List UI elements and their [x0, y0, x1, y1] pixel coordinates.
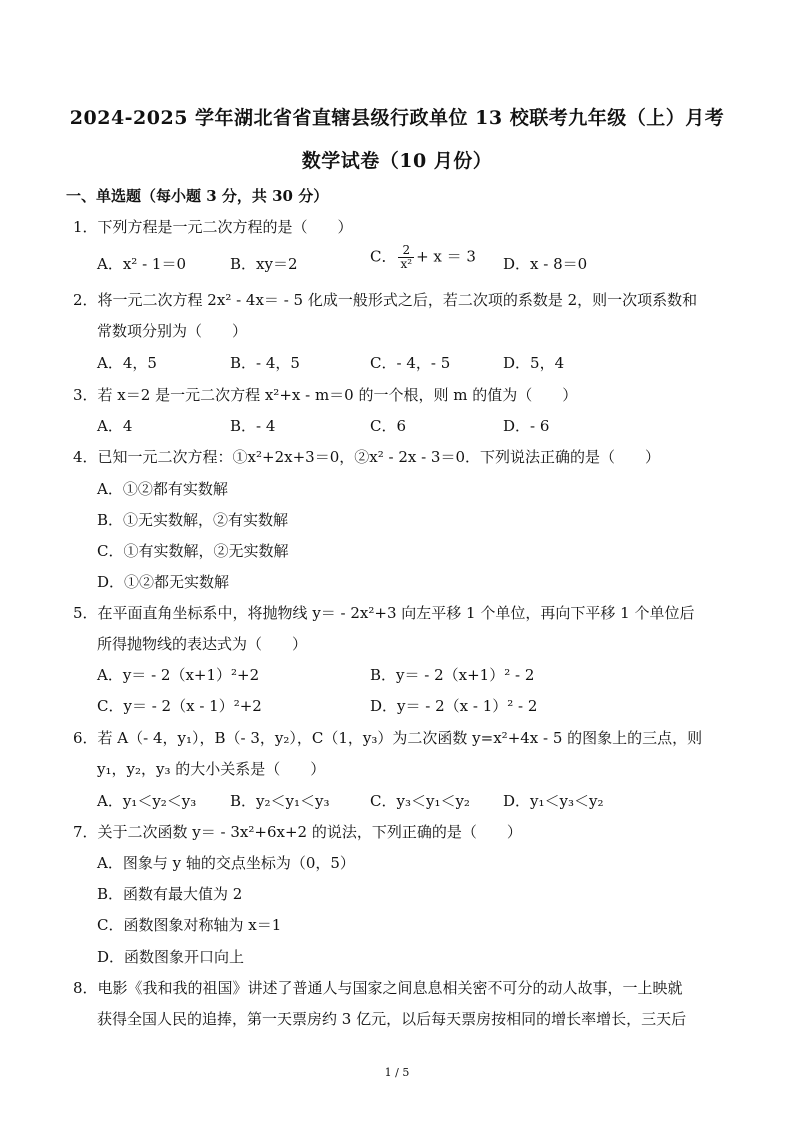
question-8-stem-line1: 8．电影《我和我的祖国》讲述了普通人与国家之间息息相关密不可分的动人故事，一上映就: [73, 979, 683, 997]
q1-option-c: [370, 244, 476, 271]
q6-option-c: C．y₃＜y₁＜y₂: [370, 792, 470, 810]
question-4-stem: 4．已知一元二次方程：①x²+2x+3＝0，②x² - 2x - 3＝0．下列说法正确的是（ ）: [73, 448, 661, 466]
q1-option-b: B．xy＝2: [230, 255, 298, 273]
q6-option-a: A．y₁＜y₂＜y₃: [97, 792, 197, 810]
page-number: 1 / 5: [384, 1066, 410, 1079]
question-1-stem: 1．下列方程是一元二次方程的是（ ）: [73, 218, 353, 236]
fraction-numerator: 2: [398, 244, 414, 258]
q5-option-a: A．y＝ - 2（x+1）²+2: [97, 666, 260, 684]
q4-option-a: A．①②都有实数解: [97, 480, 228, 498]
q6-option-d: D．y₁＜y₃＜y₂: [503, 792, 604, 810]
q1-option-a: A．x² - 1＝0: [97, 255, 186, 273]
q3-option-d: D．- 6: [503, 417, 550, 435]
question-5-stem-line2: 所得抛物线的表达式为（ ）: [97, 635, 308, 653]
q1-option-c-label: C．: [370, 247, 397, 266]
q5-option-b: B．y＝ - 2（x+1）² - 2: [370, 666, 535, 684]
exam-title-line2: 数学试卷（10 月份）: [301, 150, 493, 172]
q4-option-b: B．①无实数解，②有实数解: [97, 511, 289, 529]
q1-option-d: D．x - 8＝0: [503, 255, 588, 273]
exam-title-line1: 2024-2025 学年湖北省省直辖县级行政单位 13 校联考九年级（上）月考: [69, 107, 725, 129]
question-2-stem-line2: 常数项分别为（ ）: [97, 322, 248, 340]
q7-option-d: D．函数图象开口向上: [97, 948, 245, 966]
q6-option-b: B．y₂＜y₁＜y₃: [230, 792, 330, 810]
question-3-stem: 3．若 x＝2 是一元二次方程 x²+x - m＝0 的一个根，则 m 的值为（ ）: [73, 386, 578, 404]
question-6-stem-line1: 6．若 A（- 4，y₁），B（- 3，y₂），C（1，y₃）为二次函数 y=x²+4x - 5 的图象上的三点，则: [73, 729, 703, 747]
fraction-denominator: x²: [400, 257, 413, 271]
q7-option-a: A．图象与 y 轴的交点坐标为（0，5）: [97, 854, 355, 872]
q2-option-d: D．5，4: [503, 354, 565, 372]
q3-option-b: B．- 4: [230, 417, 276, 435]
q7-option-b: B．函数有最大值为 2: [97, 885, 243, 903]
q1-option-c-fraction: [398, 244, 414, 271]
q7-option-c: C．函数图象对称轴为 x＝1: [97, 916, 282, 934]
question-8-stem-line2: 获得全国人民的追捧，第一天票房约 3 亿元，以后每天票房按相同的增长率增长，三天后: [97, 1010, 687, 1028]
section-heading: 一、单选题（每小题 3 分，共 30 分）: [66, 187, 329, 205]
question-5-stem-line1: 5．在平面直角坐标系中，将抛物线 y＝ - 2x²+3 向左平移 1 个单位，再向下平移 1 个单位后: [73, 604, 695, 622]
q2-option-a: A．4，5: [97, 354, 157, 372]
q1-option-c-rest: + x ＝ 3: [416, 247, 476, 266]
q5-option-d: D．y＝ - 2（x - 1）² - 2: [370, 697, 538, 715]
question-6-stem-line2: y₁，y₂，y₃ 的大小关系是（ ）: [97, 760, 326, 778]
q4-option-d: D．①②都无实数解: [97, 573, 230, 591]
question-2-stem-line1: 2．将一元二次方程 2x² - 4x＝ - 5 化成一般形式之后，若二次项的系数是 2，则一次项系数和: [73, 291, 698, 309]
q2-option-c: C．- 4，- 5: [370, 354, 451, 372]
q3-option-a: A．4: [97, 417, 133, 435]
q4-option-c: C．①有实数解，②无实数解: [97, 542, 289, 560]
q3-option-c: C．6: [370, 417, 407, 435]
question-7-stem: 7．关于二次函数 y＝ - 3x²+6x+2 的说法，下列正确的是（ ）: [73, 823, 522, 841]
q5-option-c: C．y＝ - 2（x - 1）²+2: [97, 697, 262, 715]
q2-option-b: B．- 4，5: [230, 354, 300, 372]
